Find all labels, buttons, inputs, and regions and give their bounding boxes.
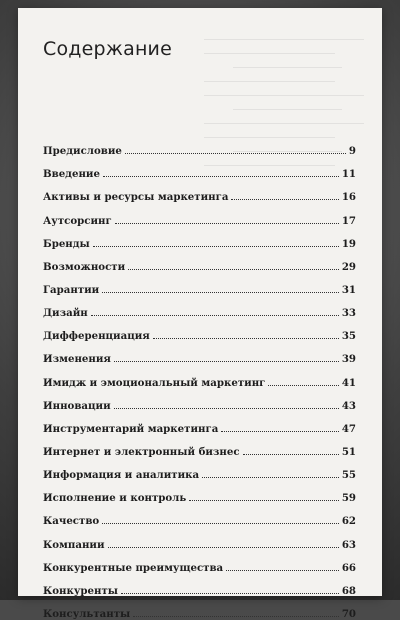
dot-leader xyxy=(226,570,339,571)
toc-entry xyxy=(43,481,356,504)
toc-entry-page-number: 29 xyxy=(341,260,356,273)
toc-entry-label: Активы и ресурсы маркетинга xyxy=(43,191,229,204)
toc-entry-label: Качество xyxy=(43,515,100,528)
toc-entry xyxy=(43,342,356,365)
toc-entry-page-number: 41 xyxy=(341,376,356,389)
book-page xyxy=(18,8,382,620)
toc-entry xyxy=(43,458,356,481)
toc-entry-label: Имидж и эмоциональный маркетинг xyxy=(43,376,266,389)
toc-entry-label: Исполнение и контроль xyxy=(43,492,187,505)
toc-entry-label: Конкуренты xyxy=(43,584,118,597)
dot-leader xyxy=(268,385,338,386)
dot-leader xyxy=(125,153,346,154)
toc-entry-label: Изменения xyxy=(43,353,111,366)
dot-leader xyxy=(115,223,339,224)
dot-leader xyxy=(91,315,339,316)
toc-entry-page-number: 19 xyxy=(341,237,356,250)
toc-entry xyxy=(43,597,356,620)
table-of-contents xyxy=(43,134,356,620)
toc-entry xyxy=(43,203,356,226)
dot-leader xyxy=(121,593,339,594)
toc-entry-page-number: 55 xyxy=(341,469,356,482)
dot-leader xyxy=(93,246,339,247)
dot-leader xyxy=(243,454,339,455)
dot-leader xyxy=(221,431,339,432)
toc-entry-page-number: 9 xyxy=(348,145,356,158)
toc-entry-label: Введение xyxy=(43,168,100,181)
toc-entry-label: Дифференциация xyxy=(43,330,150,343)
toc-entry-page-number: 39 xyxy=(341,353,356,366)
dot-leader xyxy=(189,500,339,501)
toc-entry-page-number: 43 xyxy=(341,399,356,412)
dot-leader xyxy=(128,269,339,270)
toc-entry xyxy=(43,250,356,273)
toc-entry-page-number: 59 xyxy=(341,492,356,505)
toc-entry-page-number: 68 xyxy=(341,584,356,597)
toc-entry xyxy=(43,134,356,157)
page-title: Содержание xyxy=(43,38,172,60)
dot-leader xyxy=(202,477,339,478)
toc-entry xyxy=(43,157,356,180)
toc-entry-page-number: 16 xyxy=(341,191,356,204)
toc-entry xyxy=(43,412,356,435)
dot-leader xyxy=(102,523,339,524)
dot-leader xyxy=(103,176,339,177)
toc-entry-label: Аутсорсинг xyxy=(43,214,112,227)
dot-leader xyxy=(108,547,339,548)
toc-entry-page-number: 66 xyxy=(341,561,356,574)
toc-entry xyxy=(43,574,356,597)
toc-entry-page-number: 17 xyxy=(341,214,356,227)
toc-entry xyxy=(43,273,356,296)
dot-leader xyxy=(133,616,339,617)
toc-entry-page-number: 11 xyxy=(341,168,356,181)
dot-leader xyxy=(114,361,339,362)
dot-leader xyxy=(153,338,339,339)
toc-entry xyxy=(43,296,356,319)
toc-entry-page-number: 62 xyxy=(341,515,356,528)
toc-entry-label: Бренды xyxy=(43,237,90,250)
toc-entry xyxy=(43,319,356,342)
dot-leader xyxy=(231,199,338,200)
toc-entry-label: Компании xyxy=(43,538,105,551)
toc-entry-label: Информация и аналитика xyxy=(43,469,200,482)
toc-entry-page-number: 31 xyxy=(341,283,356,296)
toc-entry xyxy=(43,435,356,458)
toc-entry xyxy=(43,365,356,388)
toc-entry xyxy=(43,227,356,250)
toc-entry-page-number: 33 xyxy=(341,307,356,320)
dot-leader xyxy=(114,408,339,409)
toc-entry-label: Интернет и электронный бизнес xyxy=(43,445,240,458)
toc-entry xyxy=(43,504,356,527)
toc-entry-label: Инструментарий маркетинга xyxy=(43,422,219,435)
toc-entry xyxy=(43,180,356,203)
dot-leader xyxy=(102,292,339,293)
toc-entry-label: Гарантии xyxy=(43,283,100,296)
toc-entry-page-number: 63 xyxy=(341,538,356,551)
toc-entry-page-number: 35 xyxy=(341,330,356,343)
toc-entry-label: Возможности xyxy=(43,260,126,273)
toc-entry xyxy=(43,389,356,412)
toc-entry xyxy=(43,551,356,574)
toc-entry-label: Предисловие xyxy=(43,145,122,158)
toc-entry-label: Консультанты xyxy=(43,607,131,620)
toc-entry-page-number: 70 xyxy=(341,607,356,620)
toc-entry-label: Дизайн xyxy=(43,307,88,320)
toc-entry-page-number: 47 xyxy=(341,422,356,435)
toc-entry-page-number: 51 xyxy=(341,445,356,458)
toc-entry xyxy=(43,527,356,550)
toc-entry-label: Инновации xyxy=(43,399,111,412)
toc-entry-label: Конкурентные преимущества xyxy=(43,561,224,574)
